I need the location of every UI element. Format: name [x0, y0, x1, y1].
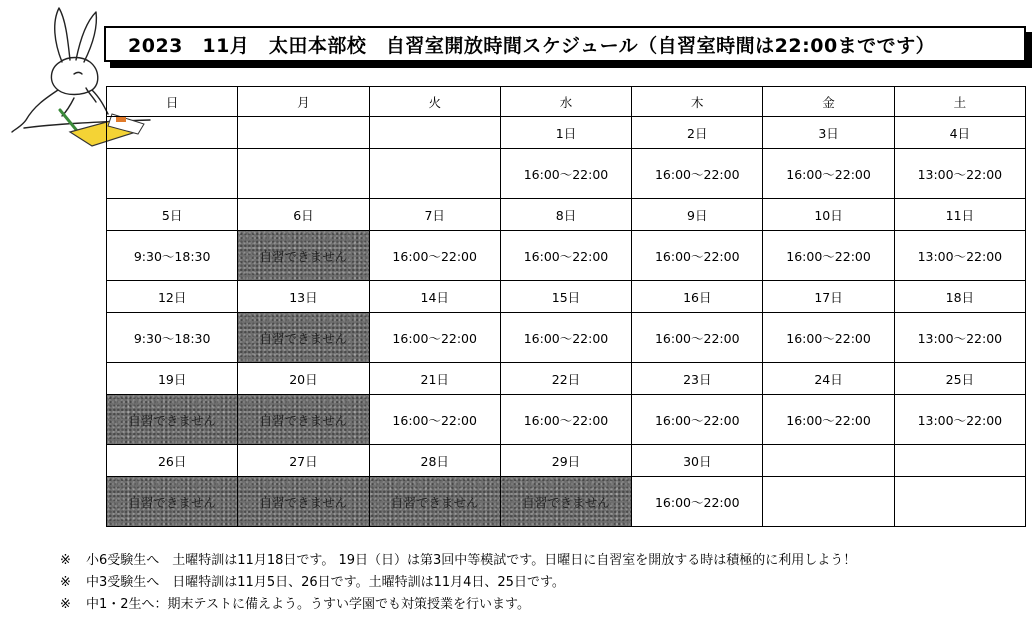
weekday-header: 水: [500, 87, 631, 117]
date-cell: [894, 445, 1025, 477]
date-cell: [369, 117, 500, 149]
date-cell: 2日: [632, 117, 763, 149]
hours-cell: 16:00～22:00: [763, 395, 894, 445]
date-cell: 30日: [632, 445, 763, 477]
note-text: 小6受験生へ 土曜特訓は11月18日です。 19日（日）は第3回中等模試です。日曜日に自習室を開放する時は積極的に利用しよう！: [86, 553, 857, 568]
date-cell: 7日: [369, 199, 500, 231]
hours-cell: [894, 477, 1025, 527]
hours-cell: 16:00～22:00: [500, 313, 631, 363]
hours-cell: 16:00～22:00: [632, 477, 763, 527]
hours-cell: 16:00～22:00: [500, 149, 631, 199]
date-cell: 3日: [763, 117, 894, 149]
date-cell: 23日: [632, 363, 763, 395]
hours-row: [107, 395, 1026, 445]
date-cell: 25日: [894, 363, 1025, 395]
weekday-header: 月: [238, 87, 369, 117]
hours-cell: [369, 149, 500, 199]
date-cell: 12日: [107, 281, 238, 313]
notes-section: [60, 550, 1030, 616]
hours-cell: [763, 477, 894, 527]
date-cell: 4日: [894, 117, 1025, 149]
hours-row: [107, 313, 1026, 363]
hours-row: [107, 149, 1026, 199]
date-cell: 22日: [500, 363, 631, 395]
date-cell: 13日: [238, 281, 369, 313]
date-row: [107, 281, 1026, 313]
date-cell: 18日: [894, 281, 1025, 313]
date-cell: [238, 117, 369, 149]
hours-cell: 16:00～22:00: [763, 313, 894, 363]
closed-cell: 自習できません: [369, 477, 500, 527]
date-cell: 6日: [238, 199, 369, 231]
note-mark: ※: [60, 597, 71, 612]
hours-cell: [238, 149, 369, 199]
date-cell: 1日: [500, 117, 631, 149]
hours-cell: 13:00～22:00: [894, 313, 1025, 363]
date-cell: 5日: [107, 199, 238, 231]
hours-cell: [107, 149, 238, 199]
date-cell: 19日: [107, 363, 238, 395]
hours-cell: 16:00～22:00: [632, 313, 763, 363]
weekday-header: 金: [763, 87, 894, 117]
closed-cell: 自習できません: [500, 477, 631, 527]
date-cell: 24日: [763, 363, 894, 395]
date-cell: 27日: [238, 445, 369, 477]
hours-cell: 16:00～22:00: [632, 149, 763, 199]
note-mark: ※: [60, 553, 71, 568]
hours-row: [107, 477, 1026, 527]
hours-cell: 13:00～22:00: [894, 395, 1025, 445]
date-cell: 16日: [632, 281, 763, 313]
page-title-text: 2023 11月 太田本部校 自習室開放時間スケジュール（自習室時間は22:00までです）: [128, 34, 936, 57]
date-row: [107, 445, 1026, 477]
hours-cell: 16:00～22:00: [763, 231, 894, 281]
date-cell: 14日: [369, 281, 500, 313]
weekday-header: 日: [107, 87, 238, 117]
hours-cell: 16:00～22:00: [500, 395, 631, 445]
closed-cell: 自習できません: [238, 231, 369, 281]
hours-cell: 16:00～22:00: [763, 149, 894, 199]
hours-cell: 16:00～22:00: [632, 395, 763, 445]
weekday-header: 火: [369, 87, 500, 117]
closed-cell: 自習できません: [238, 395, 369, 445]
note-item: [60, 550, 1030, 572]
date-cell: 28日: [369, 445, 500, 477]
date-cell: 8日: [500, 199, 631, 231]
hours-cell: 16:00～22:00: [369, 395, 500, 445]
date-cell: [107, 117, 238, 149]
date-cell: 21日: [369, 363, 500, 395]
weekday-header: 土: [894, 87, 1025, 117]
date-cell: 11日: [894, 199, 1025, 231]
date-cell: 20日: [238, 363, 369, 395]
date-cell: 10日: [763, 199, 894, 231]
note-item: [60, 572, 1030, 594]
date-cell: 26日: [107, 445, 238, 477]
hours-cell: 9:30～18:30: [107, 231, 238, 281]
hours-cell: 16:00～22:00: [369, 231, 500, 281]
hours-cell: 9:30～18:30: [107, 313, 238, 363]
note-text: 中1・2生へ：期末テストに備えよう。うすい学園でも対策授業を行います。: [86, 597, 530, 612]
closed-cell: 自習できません: [107, 477, 238, 527]
date-row: [107, 199, 1026, 231]
date-cell: 15日: [500, 281, 631, 313]
hours-cell: 16:00～22:00: [500, 231, 631, 281]
page-title: [104, 26, 1026, 62]
weekday-header: 木: [632, 87, 763, 117]
weekday-header-row: [107, 87, 1026, 117]
hours-cell: 16:00～22:00: [632, 231, 763, 281]
hours-cell: 13:00～22:00: [894, 149, 1025, 199]
hours-cell: 13:00～22:00: [894, 231, 1025, 281]
note-item: [60, 594, 1030, 616]
closed-cell: 自習できません: [107, 395, 238, 445]
date-cell: [763, 445, 894, 477]
date-row: [107, 363, 1026, 395]
date-cell: 9日: [632, 199, 763, 231]
date-cell: 29日: [500, 445, 631, 477]
closed-cell: 自習できません: [238, 477, 369, 527]
closed-cell: 自習できません: [238, 313, 369, 363]
hours-row: [107, 231, 1026, 281]
note-text: 中3受験生へ 日曜特訓は11月5日、26日です。土曜特訓は11月4日、25日です。: [86, 575, 565, 590]
date-row: [107, 117, 1026, 149]
schedule-calendar: [106, 86, 1026, 527]
date-cell: 17日: [763, 281, 894, 313]
note-mark: ※: [60, 575, 71, 590]
hours-cell: 16:00～22:00: [369, 313, 500, 363]
